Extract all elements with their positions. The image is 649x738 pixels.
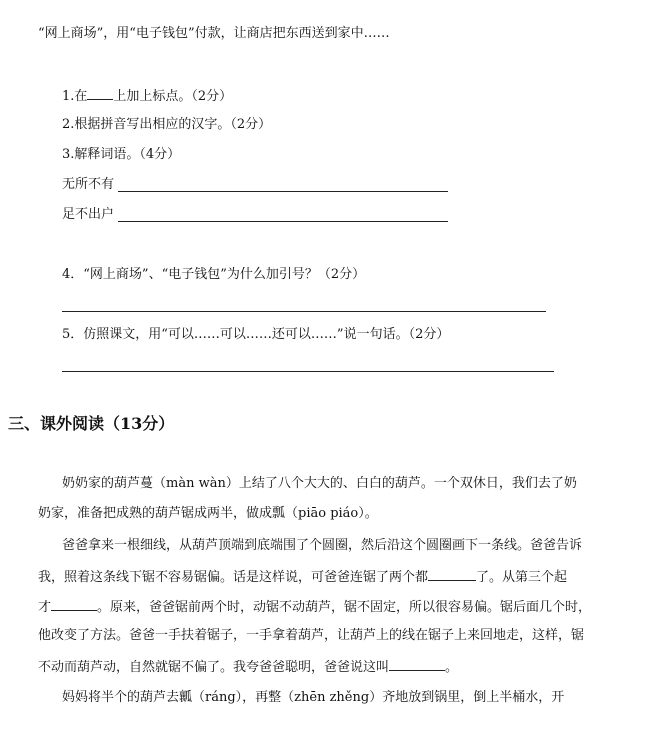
question-1-suffix: 上加上标点。（2分） xyxy=(113,89,233,104)
passage-p2-line5 xyxy=(38,658,458,676)
term-2-answer-line[interactable] xyxy=(118,221,448,222)
passage-p1-line1: 奶奶家的葫芦蔓（màn wàn）上结了八个大大的、白白的葫芦。一个双休日，我们去了奶 xyxy=(62,476,577,491)
passage-p2-line5-text: 不动而葫芦动，自然就锯不偏了。我夸爸爸聪明，爸爸说这叫 xyxy=(38,660,390,675)
question-5: 5．仿照课文，用“可以……可以……还可以……”说一句话。（2分） xyxy=(62,327,450,342)
term-2-label: 足不出户 xyxy=(62,207,115,222)
passage-p2-line3 xyxy=(38,598,591,616)
question-3: 3.解释词语。（4分） xyxy=(62,147,181,162)
section-3-title: 三、课外阅读（13分） xyxy=(8,414,175,433)
blank-3[interactable] xyxy=(389,658,445,671)
question-4: 4．“网上商场”、“电子钱包”为什么加引号？（2分） xyxy=(62,267,366,282)
question-2: 2.根据拼音写出相应的汉字。（2分） xyxy=(62,117,272,132)
passage-p2-line2-tail: 了。从第三个起 xyxy=(476,570,568,585)
passage-p2-line2-text: 我，照着这条线下锯不容易锯偏。话是这样说，可爸爸连锯了两个都 xyxy=(38,570,429,585)
passage-p2-line3-text: 。原来，爸爸锯前两个时，动锯不动葫芦，锯不固定，所以很容易偏。锯后面几个时， xyxy=(97,600,592,615)
passage-p2-line2 xyxy=(38,568,567,586)
question-1-blank[interactable] xyxy=(87,87,113,100)
passage-intro-line: “网上商场”，用“电子钱包”付款，让商店把东西送到家中…… xyxy=(38,26,390,41)
question-1-prefix: 1.在 xyxy=(62,89,88,104)
term-1-answer-line[interactable] xyxy=(118,191,448,192)
passage-p2-line3-head: 才 xyxy=(38,600,52,615)
blank-2[interactable] xyxy=(51,598,97,611)
question-4-answer-line[interactable] xyxy=(62,311,546,312)
term-1-label: 无所不有 xyxy=(62,177,115,192)
passage-p2-line1: 爸爸拿来一根细线，从葫芦顶端到底端围了个圆圈，然后沿这个圆圈画下一条线。爸爸告诉 xyxy=(62,538,583,553)
question-1 xyxy=(62,87,232,105)
passage-p2-line5-tail: 。 xyxy=(445,660,459,675)
passage-p1-line2: 奶家，准备把成熟的葫芦锯成两半，做成瓢（piāo piáo）。 xyxy=(38,506,378,521)
blank-1[interactable] xyxy=(428,568,476,581)
passage-p2-line4: 他改变了方法。爸爸一手扶着锯子，一手拿着葫芦，让葫芦上的线在锯子上来回地走，这样，锯 xyxy=(38,628,585,643)
passage-p3-line1: 妈妈将半个的葫芦去瓤（ráng），再整（zhēn zhěng）齐地放到锅里，倒上半桶水，开 xyxy=(62,690,565,705)
question-5-answer-line[interactable] xyxy=(62,371,554,372)
